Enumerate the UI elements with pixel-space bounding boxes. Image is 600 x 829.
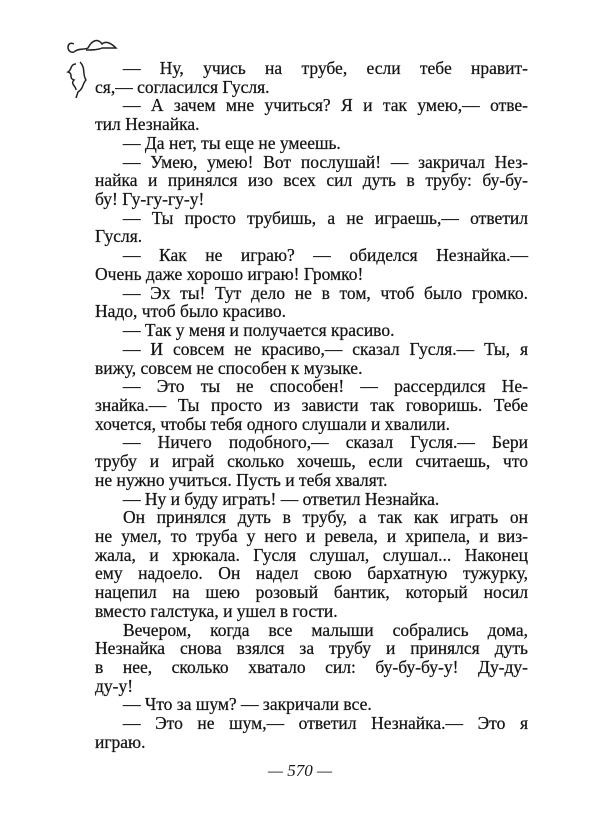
text-line: — Ну, учись на трубе, если тебе нравит- bbox=[123, 58, 528, 78]
text-line: бу! Гу-гу-гу-у! bbox=[95, 189, 205, 210]
text-line: вижу, совсем не способен к музыке. bbox=[95, 357, 363, 378]
text-line: вместо галстука, и ушел в гости. bbox=[95, 600, 338, 621]
text-line: ду-у! bbox=[95, 675, 134, 696]
text-line: — Как не играю? — обиделся Незнайка.— bbox=[123, 245, 528, 266]
text-line: — Умею, умею! Вот послушай! — закричал Нез- bbox=[123, 151, 528, 172]
text-line: — А зачем мне учиться? Я и так умею,— отве- bbox=[123, 95, 528, 116]
text-line: не умел, то труба у него и ревела, и хрипела, и виз- bbox=[95, 525, 528, 546]
text-line: — Ничего подобного,— сказал Гусля.— Бери bbox=[123, 432, 528, 453]
text-line: — Эх ты! Тут дело не в том, чтоб было громко. bbox=[123, 282, 528, 303]
page-number: — 570 — bbox=[267, 761, 333, 780]
text-line: Вечером, когда все малыши собрались дома, bbox=[123, 619, 528, 640]
text-line: хочется, чтобы тебя одного слушали и хвалили. bbox=[95, 413, 450, 434]
text-line: — Так у меня и получается красиво. bbox=[123, 320, 395, 341]
text-line: Гусля. bbox=[95, 226, 143, 247]
text-line: нацепил на шею розовый бантик, который носил bbox=[95, 582, 528, 603]
page-body-text bbox=[95, 59, 528, 752]
text-line: жала, и хрюкала. Гусля слушал, слушал... Наконец bbox=[95, 544, 528, 565]
text-line: — Что за шум? — закричали все. bbox=[123, 694, 372, 715]
text-line: не нужно учиться. Пусть и тебя хвалят. bbox=[95, 469, 388, 490]
text-line: Он принялся дуть в трубу, а так как играть он bbox=[123, 507, 528, 528]
text-line: ему надоело. Он надел свою бархатную тужурку, bbox=[95, 563, 528, 584]
text-line: ся,— согласился Гусля. bbox=[95, 76, 270, 97]
text-line: в нее, сколько хватало сил: бу-бу-бу-у! Ду-ду- bbox=[95, 657, 528, 677]
text-line: — Ты просто трубишь, а не играешь,— ответил bbox=[123, 207, 528, 228]
text-line: — Это ты не способен! — рассердился Не- bbox=[123, 376, 528, 397]
text-line: — Это не шум,— ответил Незнайка.— Это я bbox=[123, 713, 528, 734]
text-line: — И совсем не красиво,— сказал Гусля.— Ты, я bbox=[123, 338, 528, 359]
text-line: — Ну и буду играть! — ответил Незнайка. bbox=[123, 488, 440, 509]
text-line: Надо, чтоб было красиво. bbox=[95, 301, 286, 322]
text-line: трубу и играй сколько хочешь, если считаешь, что bbox=[95, 451, 528, 472]
text-line: — Да нет, ты еще не умеешь. bbox=[123, 132, 341, 153]
text-line: тил Незнайка. bbox=[95, 114, 200, 135]
text-line: найка и принялся изо всех сил дуть в трубу: бу-бу- bbox=[95, 170, 528, 191]
text-line: Незнайка снова взялся за трубу и принялся дуть bbox=[95, 638, 528, 659]
text-line: Очень даже хорошо играю! Громко! bbox=[95, 263, 364, 284]
text-line: играю. bbox=[95, 731, 146, 752]
text-line: знайка.— Ты просто из зависти так говоришь. Тебе bbox=[95, 394, 528, 415]
